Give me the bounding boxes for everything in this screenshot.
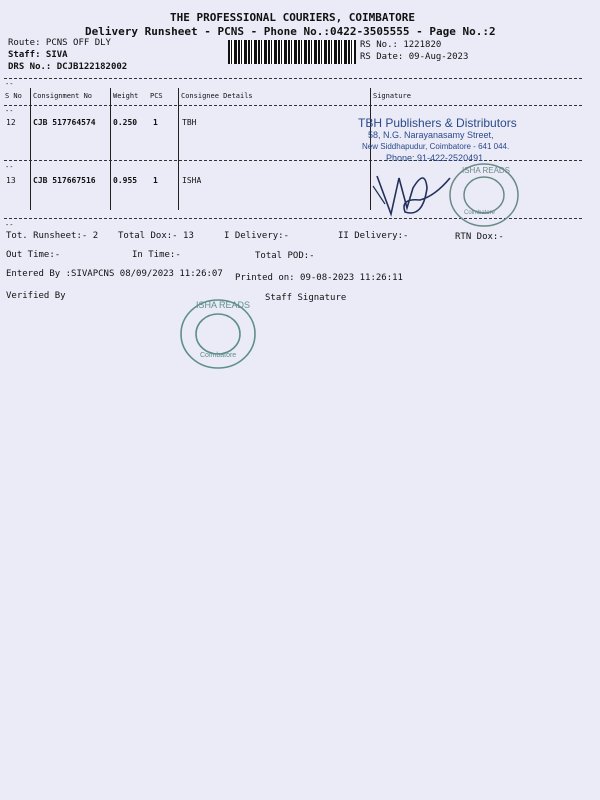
drs-number: DRS No.: DCJB122182002 xyxy=(8,62,128,72)
rule-mark: -- xyxy=(5,80,14,88)
rule-mark: -- xyxy=(5,163,14,171)
printed-on: Printed on: 09-08-2023 11:26:11 xyxy=(235,273,403,283)
rule-mark: -- xyxy=(5,221,14,229)
header-pcs: PCS xyxy=(150,92,163,100)
row-pcs: 1 xyxy=(153,176,158,185)
total-pod: Total POD:- xyxy=(255,251,315,261)
i-delivery: I Delivery:- xyxy=(224,231,290,241)
stamp-phone: Phone: 91-422-2520491 xyxy=(386,153,484,163)
row-consignee: ISHA xyxy=(182,176,202,185)
row-weight: 0.250 xyxy=(113,118,138,127)
rs-number: RS No.: 1221820 xyxy=(360,40,442,50)
col-sep xyxy=(178,88,179,210)
row-consignee: TBH xyxy=(182,118,197,127)
row-weight: 0.955 xyxy=(113,176,138,185)
total-dox: Total Dox:- 13 xyxy=(118,231,194,241)
round-stamp-lower-bottom: Coimbatore xyxy=(200,352,237,359)
staff-signature-label: Staff Signature xyxy=(265,293,347,303)
ii-delivery: II Delivery:- xyxy=(338,231,409,241)
col-sep xyxy=(30,88,31,210)
header-signature: Signature xyxy=(373,92,411,100)
round-stamp-lower-top: ISHA READS xyxy=(196,300,251,310)
round-stamp-bottom: Coimbatore xyxy=(464,210,496,216)
total-runsheet: Tot. Runsheet:- 2 xyxy=(6,231,99,241)
route-label: Route: PCNS OFF DLY xyxy=(8,38,111,48)
rs-date: RS Date: 09-Aug-2023 xyxy=(360,52,469,62)
header-sno: S No xyxy=(5,92,22,100)
rule-top xyxy=(4,78,582,79)
stamp-address-line2: New Siddhapudur, Coimbatore - 641 044. xyxy=(362,142,510,151)
signature-scribble xyxy=(365,148,455,223)
out-time: Out Time:- xyxy=(6,250,61,260)
staff-label: Staff: SIVA xyxy=(8,50,68,60)
stamp-company-name: TBH Publishers & Distributors xyxy=(358,116,517,130)
company-title: THE PROFESSIONAL COURIERS, COIMBATORE xyxy=(170,11,416,24)
row-consignment: CJB 517764574 xyxy=(33,118,96,127)
row-sno: 12 xyxy=(6,118,16,127)
entered-by: Entered By :SIVAPCNS 08/09/2023 11:26:07 xyxy=(6,269,223,279)
row-pcs: 1 xyxy=(153,118,158,127)
rtn-dox: RTN Dox:- xyxy=(455,232,504,242)
stamp-address-line1: 58, N.G. Narayanasamy Street, xyxy=(368,130,494,140)
rule-header-bottom xyxy=(4,105,582,106)
header-consignee: Consignee Details xyxy=(181,92,253,100)
rule-mark: -- xyxy=(5,107,14,115)
row-sno: 13 xyxy=(6,176,16,185)
barcode xyxy=(228,40,356,64)
verified-by: Verified By xyxy=(6,291,66,301)
header-consignment: Consignment No xyxy=(33,92,93,100)
round-stamp-top: ISHA READS xyxy=(462,166,511,175)
row-consignment: CJB 517667516 xyxy=(33,176,96,185)
in-time: In Time:- xyxy=(132,250,181,260)
header-weight: Weight xyxy=(113,92,139,100)
col-sep xyxy=(110,88,111,210)
runsheet-title: Delivery Runsheet - PCNS - Phone No.:0422-3505555 - Page No.:2 xyxy=(85,25,496,38)
